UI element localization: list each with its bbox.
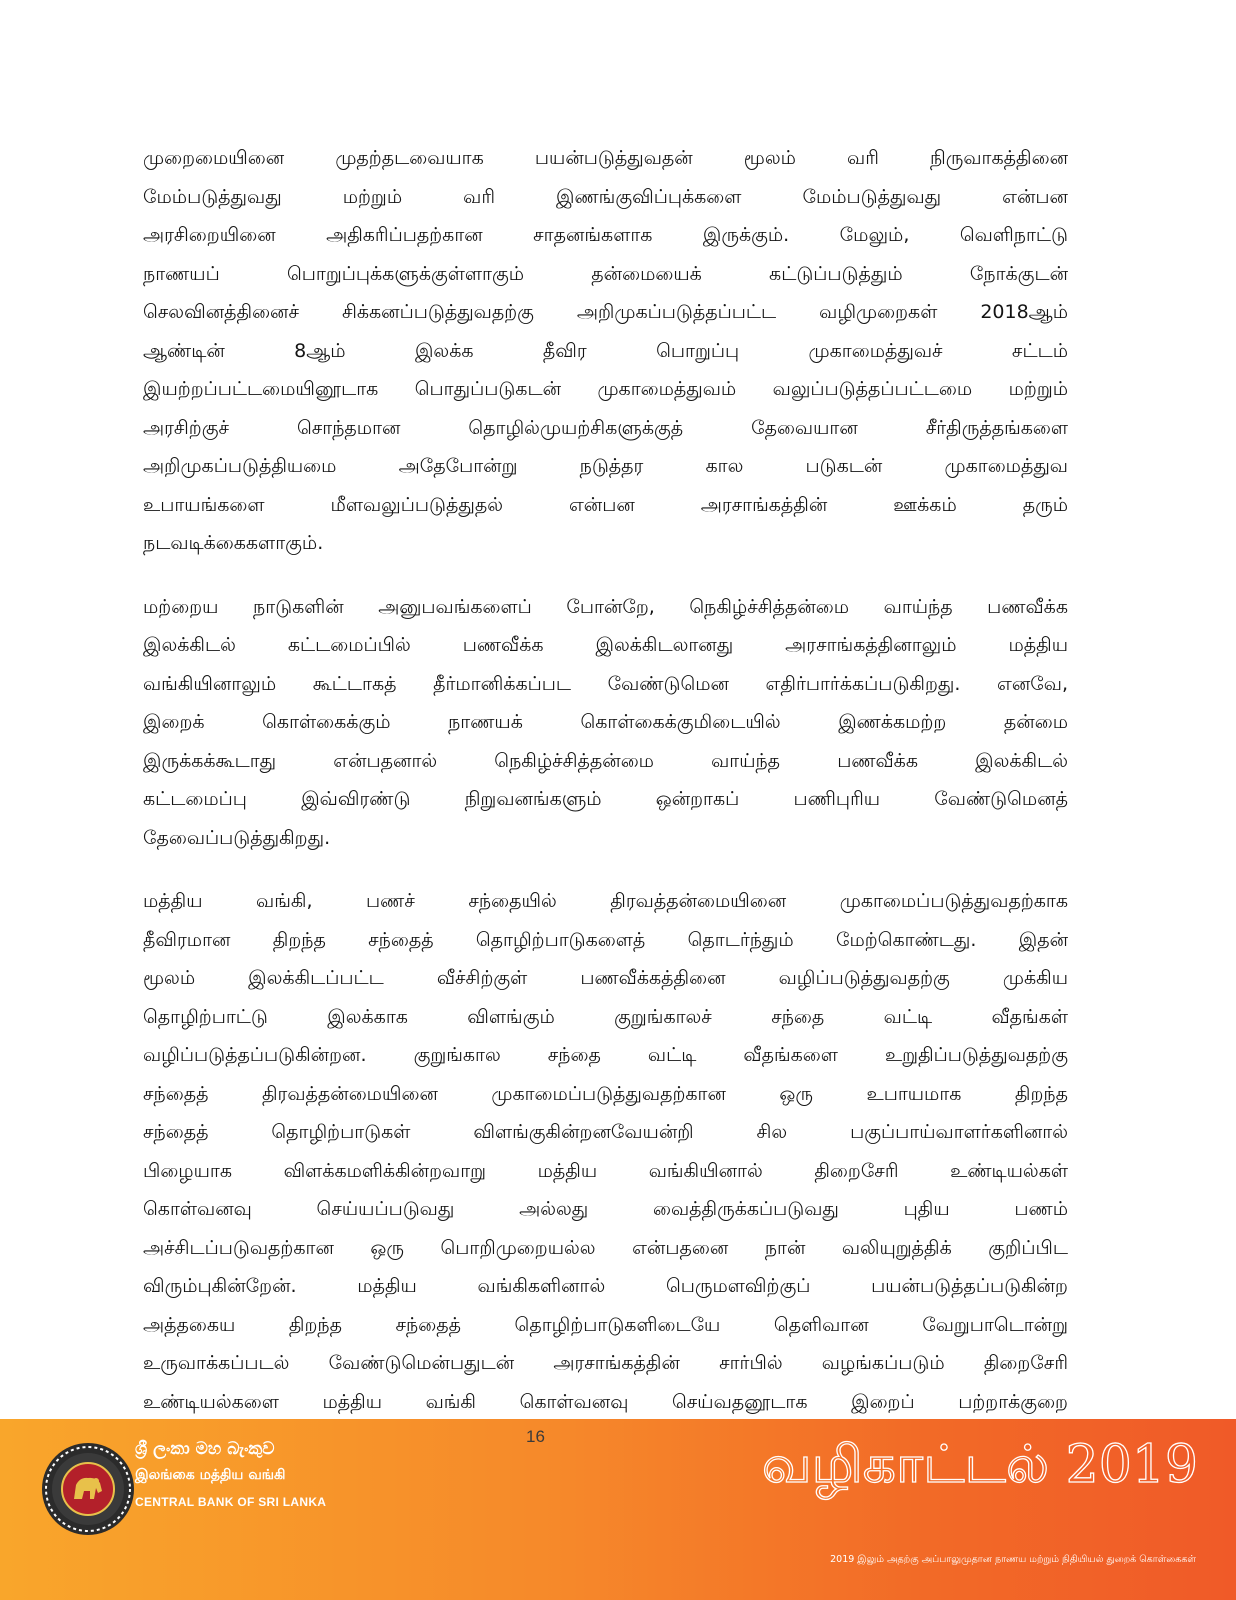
paragraph-line: ஆண்டின் 8ஆம் இலக்க தீவிர பொறுப்பு முகாமைத்துவச் சட்டம்: [143, 339, 1068, 362]
paragraph-line: உருவாக்கப்படல் வேண்டுமென்பதுடன் அரசாங்கத்தின் சார்பில் வழங்கப்படும் திறைசேரி: [143, 1352, 1068, 1374]
paragraph-line: இறைக் கொள்கைக்கும் நாணயக் கொள்கைக்குமிடையில் இணக்கமற்ற தன்மை: [143, 711, 1068, 733]
page-number: 16: [526, 1427, 545, 1446]
paragraph-line: கட்டமைப்பு இவ்விரண்டு நிறுவனங்களும் ஒன்றாகப் பணிபுரிய வேண்டுமெனத்: [143, 788, 1068, 810]
paragraph-line: மத்திய வங்கி, பணச் சந்தையில் திரவத்தன்மையினை முகாமைப்படுத்துவதற்காக: [143, 890, 1068, 912]
paragraph-line: மற்றைய நாடுகளின் அனுபவங்களைப் போன்றே, நெகிழ்ச்சித்தன்மை வாய்ந்த பணவீக்க: [143, 595, 1068, 618]
paragraph-line: உபாயங்களை மீளவலுப்படுத்துதல் என்பன அரசாங்கத்தின் ஊக்கம் தரும்: [143, 493, 1068, 516]
paragraph-line: மேம்படுத்துவது மற்றும் வரி இணங்குவிப்புக்களை மேம்படுத்துவது என்பன: [143, 185, 1068, 208]
paragraph-1: [143, 139, 1068, 563]
paragraph-line: அறிமுகப்படுத்தியமை அதேபோன்று நடுத்தர கால படுகடன் முகாமைத்துவ: [143, 455, 1068, 477]
paragraph-line: தீவிரமான திறந்த சந்தைத் தொழிற்பாடுகளைத் தொடர்ந்தும் மேற்கொண்டது. இதன்: [143, 928, 1068, 951]
paragraph-line: செலவினத்தினைச் சிக்கனப்படுத்துவதற்கு அறிமுகப்படுத்தப்பட்ட வழிமுறைகள் 2018ஆம்: [143, 301, 1068, 323]
paragraph-line: கொள்வனவு செய்யப்படுவது அல்லது வைத்திருக்கப்படுவது புதிய பணம்: [143, 1198, 1068, 1220]
bank-name-sinhala: ශ්‍රී ලංකා මහ බැංකුව: [135, 1439, 275, 1459]
paragraph-2: [143, 588, 1068, 858]
paragraph-line: தொழிற்பாட்டு இலக்காக விளங்கும் குறுங்காலச் சந்தை வட்டி வீதங்கள்: [143, 1005, 1068, 1028]
paragraph-line: முறைமையினை முதற்தடவையாக பயன்படுத்துவதன் மூலம் வரி நிருவாகத்தினை: [143, 147, 1068, 169]
bank-name-tamil: இலங்கை மத்திய வங்கி: [135, 1467, 286, 1483]
paragraph-line: சந்தைத் திரவத்தன்மையினை முகாமைப்படுத்துவதற்கான ஒரு உபாயமாக திறந்த: [143, 1082, 1068, 1105]
paragraph-line: பிழையாக விளக்கமளிக்கின்றவாறு மத்திய வங்கியினால் திறைசேரி உண்டியல்கள்: [143, 1159, 1068, 1182]
paragraph-line: உண்டியல்களை மத்திய வங்கி கொள்வனவு செய்வதனூடாக இறைப் பற்றாக்குறை: [143, 1390, 1068, 1413]
publication-title: வழிகாட்டல் 2019: [761, 1435, 1198, 1495]
paragraph-line: இலக்கிடல் கட்டமைப்பில் பணவீக்க இலக்கிடலானது அரசாங்கத்தினாலும் மத்திய: [143, 634, 1068, 656]
paragraph-line: அத்தகைய திறந்த சந்தைத் தொழிற்பாடுகளிடையே தெளிவான வேறுபாடொன்று: [143, 1313, 1068, 1336]
paragraph-3: [143, 882, 1068, 1421]
paragraph-line: இயற்றப்பட்டமையினூடாக பொதுப்படுகடன் முகாமைத்துவம் வலுப்படுத்தப்பட்டமை மற்றும்: [143, 378, 1068, 400]
paragraph-line: நாணயப் பொறுப்புக்களுக்குள்ளாகும் தன்மையைக் கட்டுப்படுத்தும் நோக்குடன்: [143, 262, 1068, 285]
paragraph-line: தேவைப்படுத்துகிறது.: [143, 826, 331, 849]
bank-name-english: CENTRAL BANK OF SRI LANKA: [135, 1495, 327, 1509]
central-bank-seal-icon: [40, 1441, 136, 1537]
paragraph-line: வழிப்படுத்தப்படுகின்றன. குறுங்கால சந்தை வட்டி வீதங்களை உறுதிப்படுத்துவதற்கு: [143, 1044, 1068, 1066]
page-footer: [0, 1419, 1236, 1600]
publication-subtitle: 2019 இலும் அதற்கு அப்பாலுமுதான நாணய மற்றும் நிதியியல் துறைக் கொள்கைகள்: [830, 1554, 1196, 1565]
paragraph-line: அரசிற்குச் சொந்தமான தொழில்முயற்சிகளுக்குத் தேவையான சீர்திருத்தங்களை: [143, 416, 1068, 439]
paragraph-line: சந்தைத் தொழிற்பாடுகள் விளங்குகின்றனவேயன்றி சில பகுப்பாய்வாளர்களினால்: [143, 1121, 1068, 1143]
paragraph-line: விரும்புகின்றேன். மத்திய வங்கிகளினால் பெருமளவிற்குப் பயன்படுத்தப்படுகின்ற: [143, 1275, 1068, 1297]
paragraph-line: நடவடிக்கைகளாகும்.: [143, 532, 324, 554]
paragraph-line: மூலம் இலக்கிடப்பட்ட வீச்சிற்குள் பணவீக்கத்தினை வழிப்படுத்துவதற்கு முக்கிய: [143, 967, 1068, 989]
paragraph-line: வங்கியினாலும் கூட்டாகத் தீர்மானிக்கப்பட வேண்டுமென எதிர்பார்க்கப்படுகிறது. எனவே,: [143, 672, 1068, 695]
body-text: [143, 139, 1068, 1421]
paragraph-line: அரசிறையினை அதிகரிப்பதற்கான சாதனங்களாக இருக்கும். மேலும், வெளிநாட்டு: [143, 224, 1068, 246]
paragraph-line: அச்சிடப்படுவதற்கான ஒரு பொறிமுறையல்ல என்பதனை நான் வலியுறுத்திக் குறிப்பிட: [143, 1236, 1068, 1259]
paragraph-line: இருக்கக்கூடாது என்பதனால் நெகிழ்ச்சித்தன்மை வாய்ந்த பணவீக்க இலக்கிடல்: [143, 749, 1068, 772]
